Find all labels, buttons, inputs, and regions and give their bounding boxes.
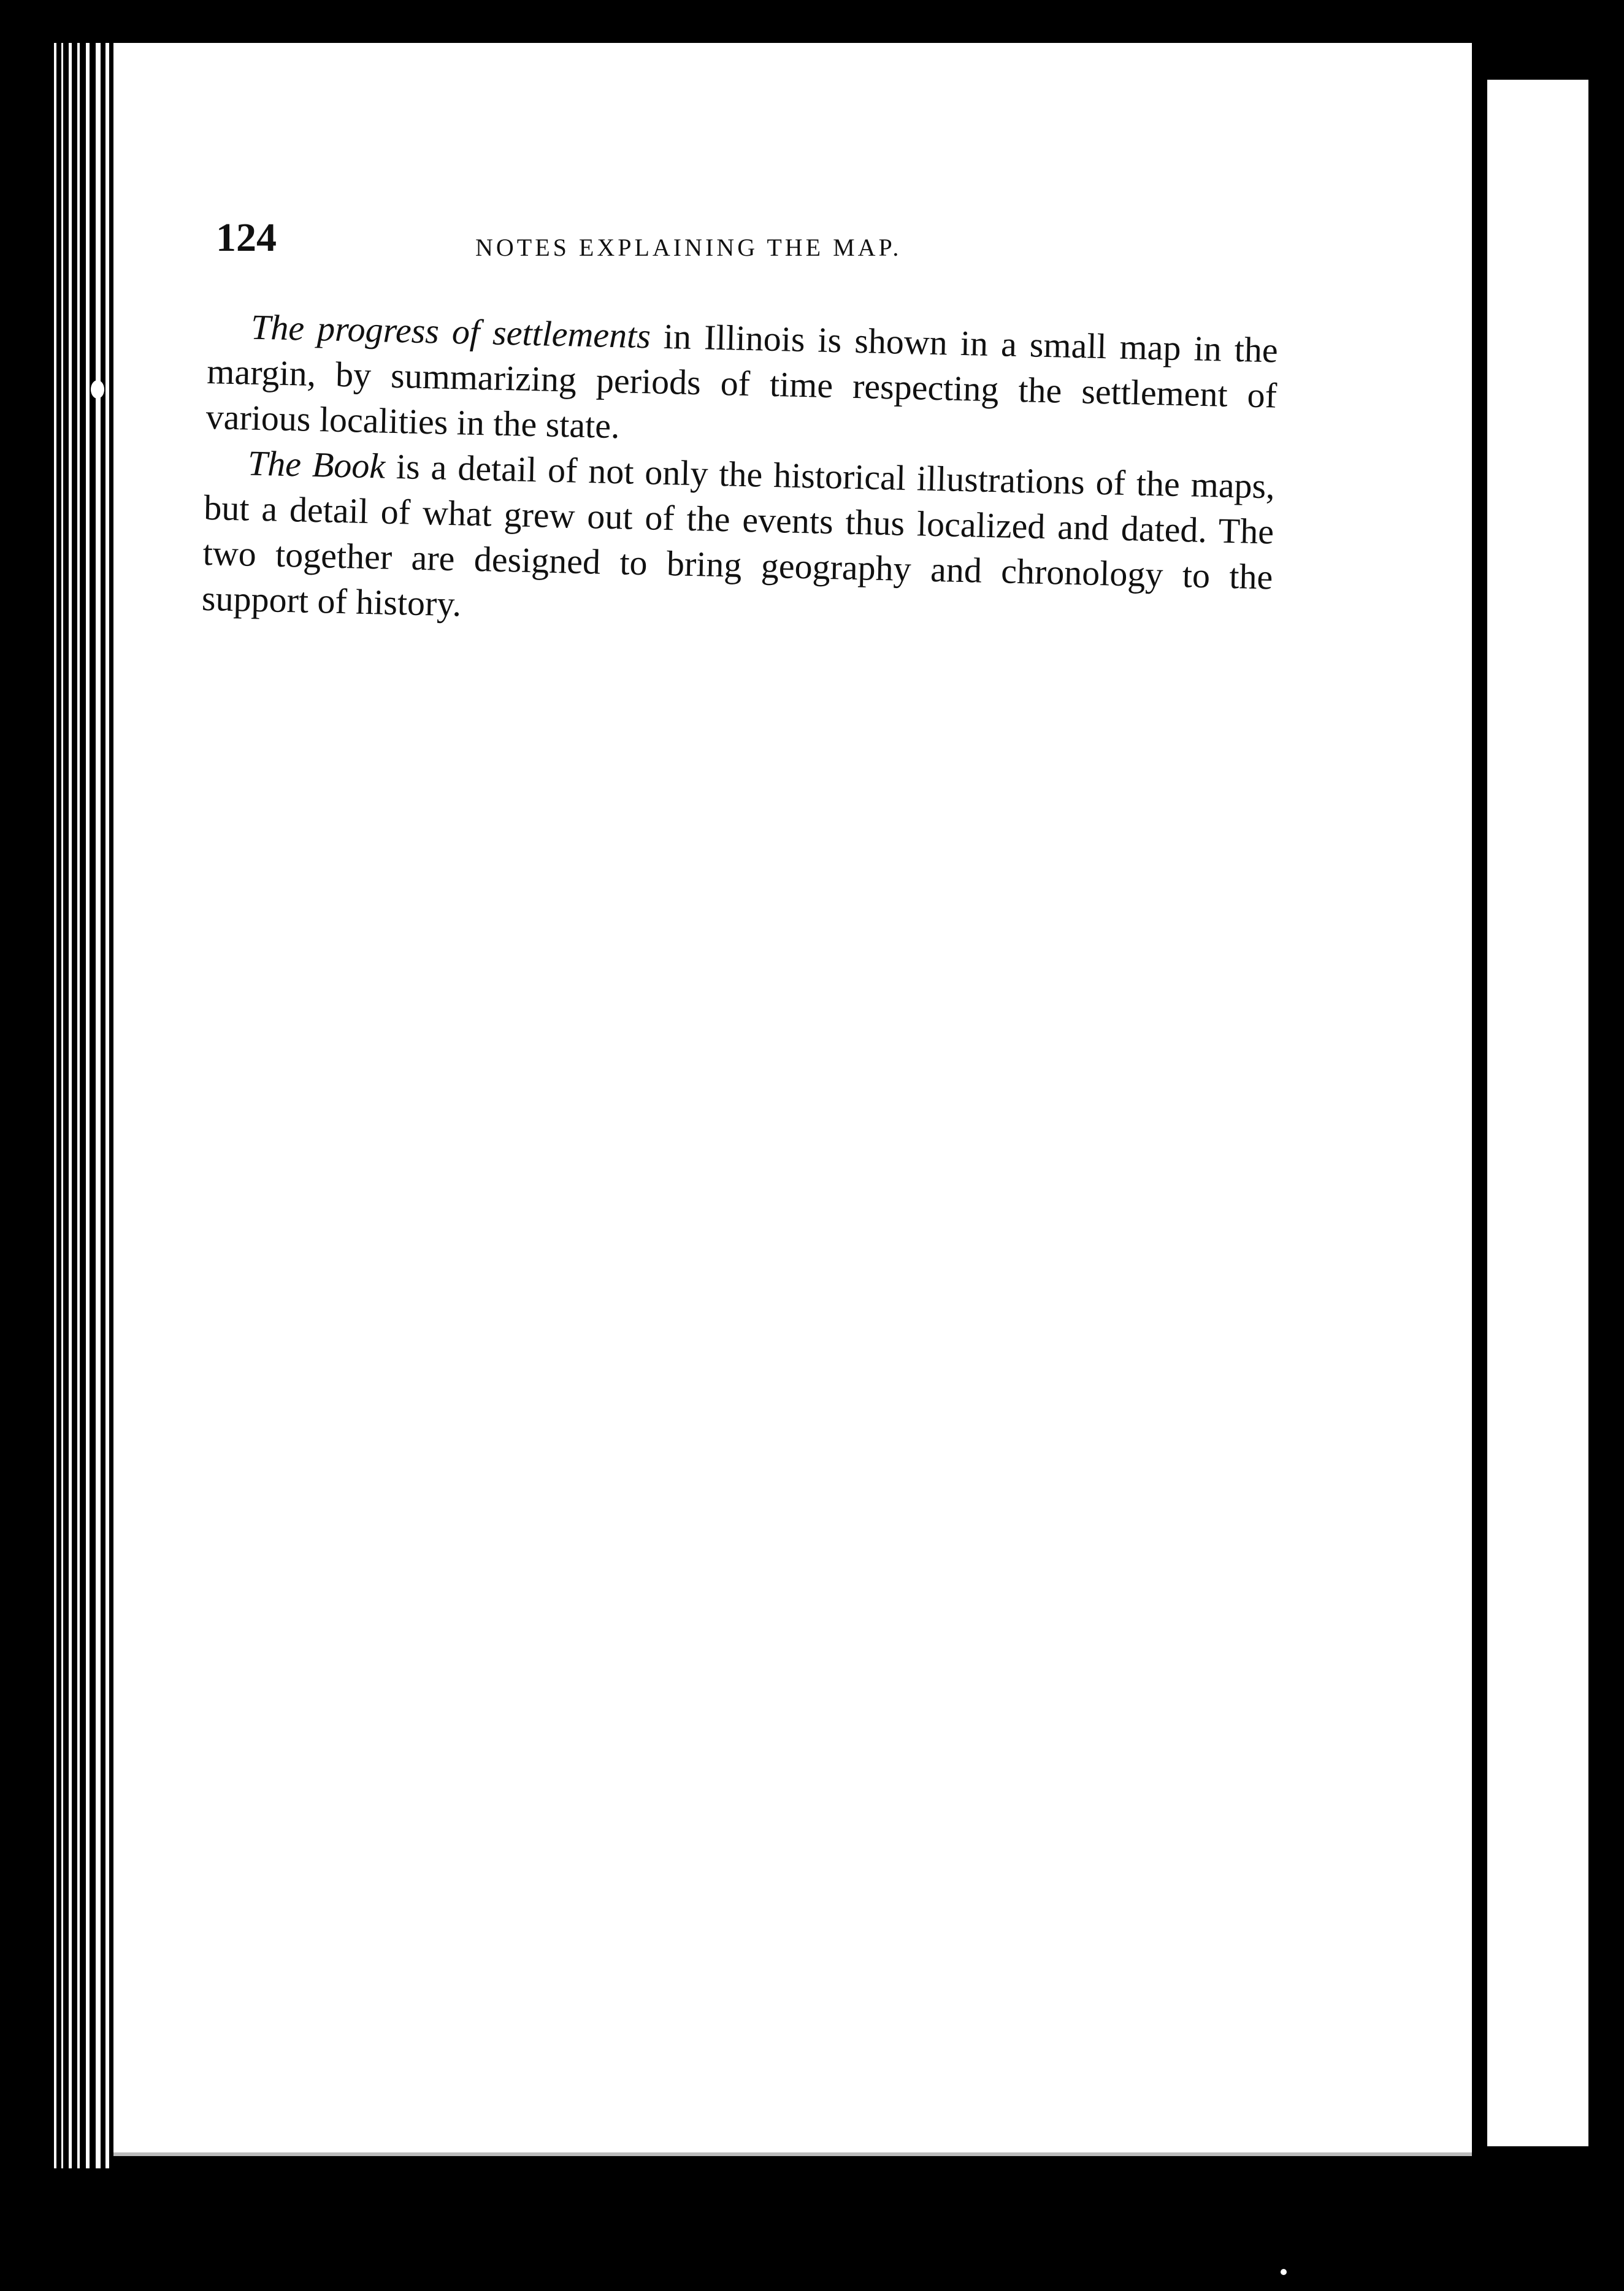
page-edge (105, 43, 109, 2168)
page-number: 124 (216, 215, 277, 260)
page-edge (61, 43, 63, 2168)
page-edge (54, 43, 56, 2168)
italic-lead: The Book (247, 443, 386, 486)
italic-lead: The progress of settlements (250, 307, 651, 356)
running-head: NOTES EXPLAINING THE MAP. (475, 234, 902, 261)
dust-speck (91, 380, 104, 399)
paragraph (205, 304, 1279, 464)
paragraph-text: is a detail of not only the historical illustrations of the maps, but a detail of what grew out of the events thus localized and dated. The two together are designed to bring geography and chronology to the support of history. (201, 446, 1276, 624)
paragraph-text: in Illinois is shown in a small map in the margin, by summarizing periods of time respecting the settlement of various localities in the state. (205, 316, 1279, 446)
facing-page-edge (1487, 80, 1588, 2146)
page-edge (69, 43, 72, 2168)
dust-speck (1281, 2269, 1287, 2275)
page-edge (77, 43, 80, 2168)
page-edge (86, 43, 90, 2168)
page-edge (96, 43, 101, 2168)
paragraph (201, 440, 1275, 646)
body-text (201, 304, 1278, 645)
